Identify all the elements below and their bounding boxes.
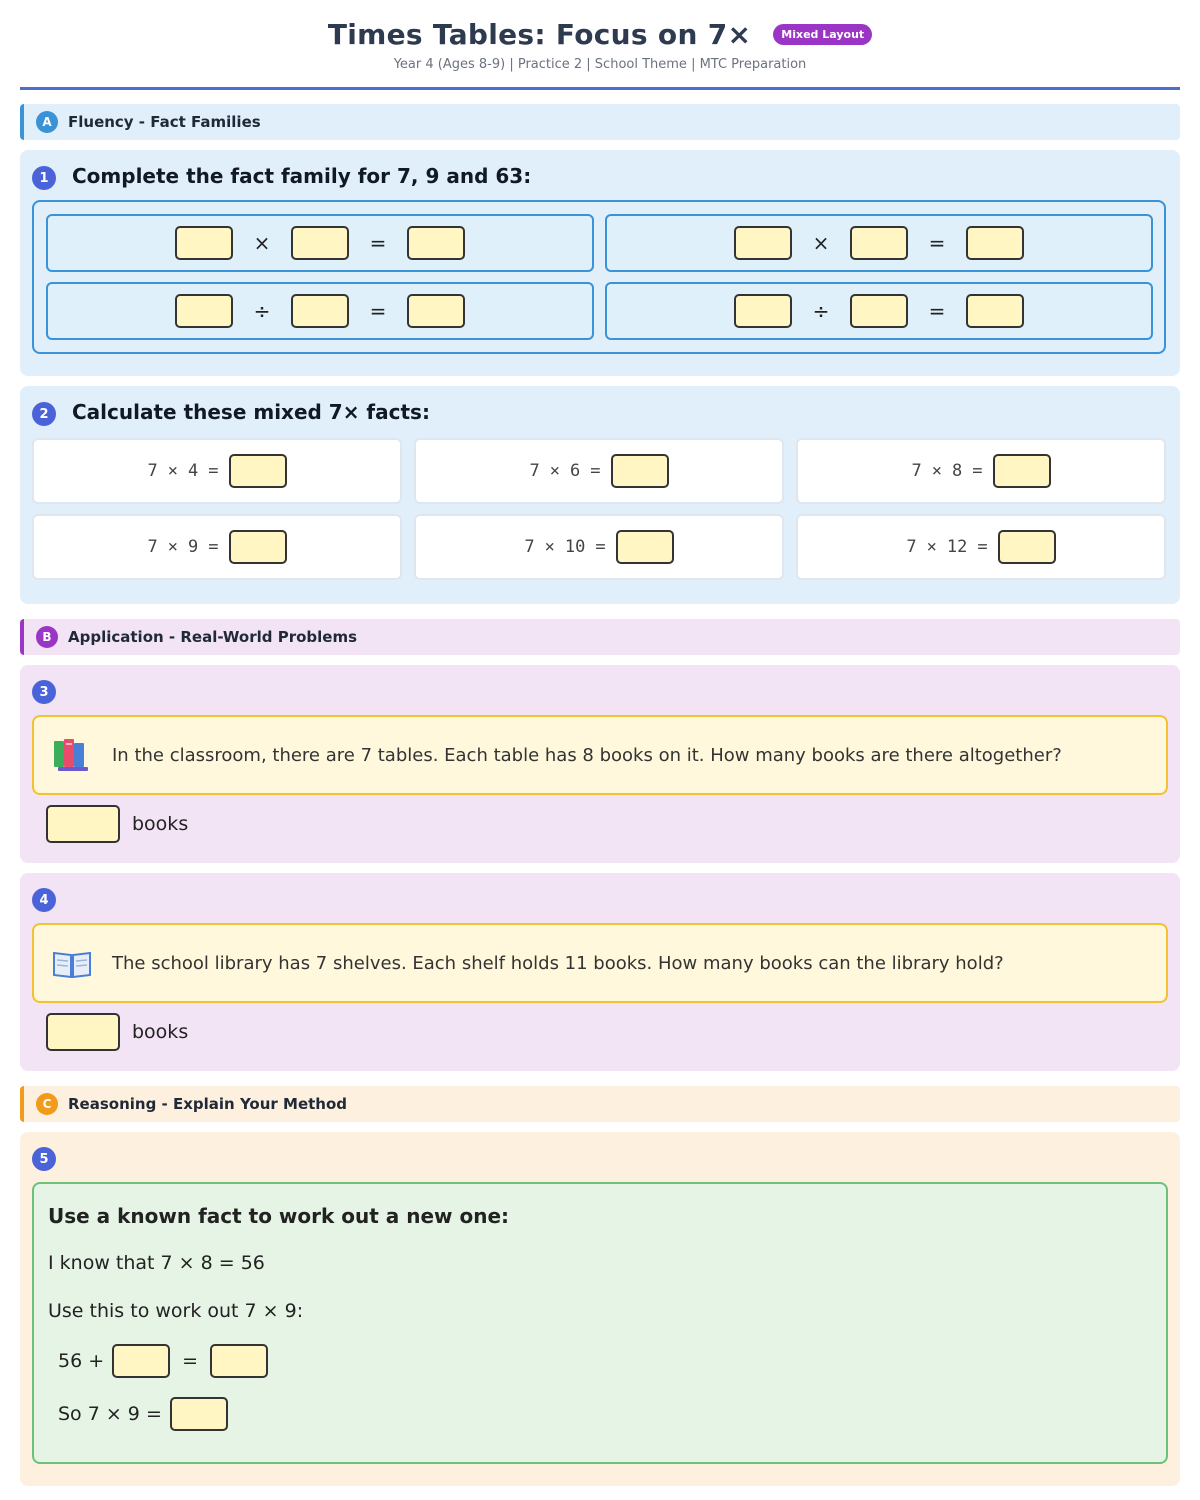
fact-b: 4 — [188, 461, 199, 481]
fact-b: 10 — [564, 537, 586, 557]
calc-fact — [796, 438, 1166, 504]
equals-sign: = — [369, 231, 387, 255]
fact-b: 6 — [570, 461, 581, 481]
fact-a: 7 — [906, 537, 917, 557]
fact-b: 12 — [946, 537, 968, 557]
question-5-number: 5 — [32, 1147, 56, 1171]
answer-box[interactable] — [112, 1344, 170, 1378]
question-4-number: 4 — [32, 888, 56, 912]
answer-box[interactable] — [229, 530, 287, 564]
calc-fact — [32, 438, 402, 504]
answer-box[interactable] — [850, 294, 908, 328]
fact-eq: = — [208, 537, 219, 557]
section-b-header — [20, 619, 1180, 655]
divide-sign: ÷ — [253, 299, 271, 323]
fact-op: × — [544, 537, 555, 557]
answer-box[interactable] — [966, 294, 1024, 328]
fact-eq: = — [208, 461, 219, 481]
word-problem — [32, 923, 1168, 1003]
answer-box[interactable] — [993, 454, 1051, 488]
answer-box[interactable] — [291, 294, 349, 328]
reasoning-box — [32, 1182, 1168, 1464]
question-1-text: Complete the fact family for 7, 9 and 63: — [72, 164, 532, 188]
divide-sign: ÷ — [812, 299, 830, 323]
answer-box[interactable] — [734, 226, 792, 260]
question-2-card — [20, 386, 1180, 604]
answer-box[interactable] — [46, 1013, 120, 1051]
answer-unit: books — [132, 813, 189, 835]
question-3-card — [20, 665, 1180, 863]
reasoning-conclusion — [58, 1397, 228, 1431]
question-5-card — [20, 1132, 1180, 1486]
answer-box[interactable] — [734, 294, 792, 328]
section-b-title: Application - Real-World Problems — [68, 628, 358, 646]
section-b-letter: B — [36, 626, 58, 648]
fact-family-row — [46, 214, 594, 272]
section-c-title: Reasoning - Explain Your Method — [68, 1095, 348, 1113]
fact-b: 9 — [188, 537, 199, 557]
worksheet-header — [20, 0, 1180, 90]
section-a-header — [20, 104, 1180, 140]
fact-eq: = — [977, 537, 988, 557]
answer-box[interactable] — [407, 226, 465, 260]
problem-text: In the classroom, there are 7 tables. Each table has 8 books on it. How many books are there altogether? — [112, 744, 1062, 766]
fact-op: × — [167, 537, 178, 557]
equals-sign: = — [928, 231, 946, 255]
calc-fact — [414, 438, 784, 504]
reasoning-step — [58, 1344, 268, 1378]
answer-box[interactable] — [170, 1397, 228, 1431]
question-4-card — [20, 873, 1180, 1071]
multiply-sign: × — [812, 231, 830, 255]
equals-sign: = — [182, 1350, 199, 1372]
fact-a: 7 — [529, 461, 540, 481]
fact-eq: = — [972, 461, 983, 481]
answer-row — [46, 805, 188, 843]
equals-sign: = — [369, 299, 387, 323]
fact-a: 7 — [147, 537, 158, 557]
section-a-title: Fluency - Fact Families — [68, 113, 261, 131]
fact-op: × — [549, 461, 560, 481]
answer-box[interactable] — [46, 805, 120, 843]
word-problem — [32, 715, 1168, 795]
fact-family-frame — [32, 200, 1166, 354]
fact-a: 7 — [147, 461, 158, 481]
answer-box[interactable] — [611, 454, 669, 488]
layout-badge: Mixed Layout — [773, 24, 872, 45]
calc-fact — [414, 514, 784, 580]
fact-family-row — [605, 214, 1153, 272]
answer-box[interactable] — [210, 1344, 268, 1378]
open-book-icon — [52, 947, 92, 979]
conclusion-prefix: So 7 × 9 = — [58, 1403, 162, 1425]
reasoning-instruction: Use this to work out 7 × 9: — [48, 1300, 304, 1322]
reasoning-heading: Use a known fact to work out a new one: — [48, 1204, 510, 1228]
answer-box[interactable] — [616, 530, 674, 564]
section-c-letter: C — [36, 1093, 58, 1115]
answer-box[interactable] — [966, 226, 1024, 260]
fact-op: × — [167, 461, 178, 481]
answer-unit: books — [132, 1021, 189, 1043]
answer-box[interactable] — [229, 454, 287, 488]
calc-fact — [796, 514, 1166, 580]
answer-box[interactable] — [175, 226, 233, 260]
books-icon — [52, 737, 92, 773]
fact-eq: = — [590, 461, 601, 481]
question-1-card — [20, 150, 1180, 376]
calc-fact — [32, 514, 402, 580]
known-fact: I know that 7 × 8 = 56 — [48, 1252, 265, 1274]
fact-family-row — [605, 282, 1153, 340]
equals-sign: = — [928, 299, 946, 323]
page-title: Times Tables: Focus on 7× — [327, 18, 752, 51]
fact-eq: = — [595, 537, 606, 557]
page-subtitle: Year 4 (Ages 8-9) | Practice 2 | School Theme | MTC Preparation — [393, 57, 807, 72]
answer-row — [46, 1013, 188, 1051]
question-3-number: 3 — [32, 680, 56, 704]
fact-family-row — [46, 282, 594, 340]
answer-box[interactable] — [407, 294, 465, 328]
fact-b: 8 — [952, 461, 963, 481]
answer-box[interactable] — [175, 294, 233, 328]
answer-box[interactable] — [850, 226, 908, 260]
step-prefix: 56 + — [58, 1350, 105, 1372]
fact-a: 7 — [524, 537, 535, 557]
problem-text: The school library has 7 shelves. Each shelf holds 11 books. How many books can the library hold? — [112, 952, 1004, 974]
section-c-header — [20, 1086, 1180, 1122]
answer-box[interactable] — [291, 226, 349, 260]
question-2-number: 2 — [32, 402, 56, 426]
question-2-text: Calculate these mixed 7× facts: — [72, 400, 430, 424]
answer-box[interactable] — [998, 530, 1056, 564]
fact-op: × — [931, 461, 942, 481]
section-a-letter: A — [36, 111, 58, 133]
fact-a: 7 — [911, 461, 922, 481]
question-1-number: 1 — [32, 166, 56, 190]
multiply-sign: × — [253, 231, 271, 255]
fact-op: × — [926, 537, 937, 557]
